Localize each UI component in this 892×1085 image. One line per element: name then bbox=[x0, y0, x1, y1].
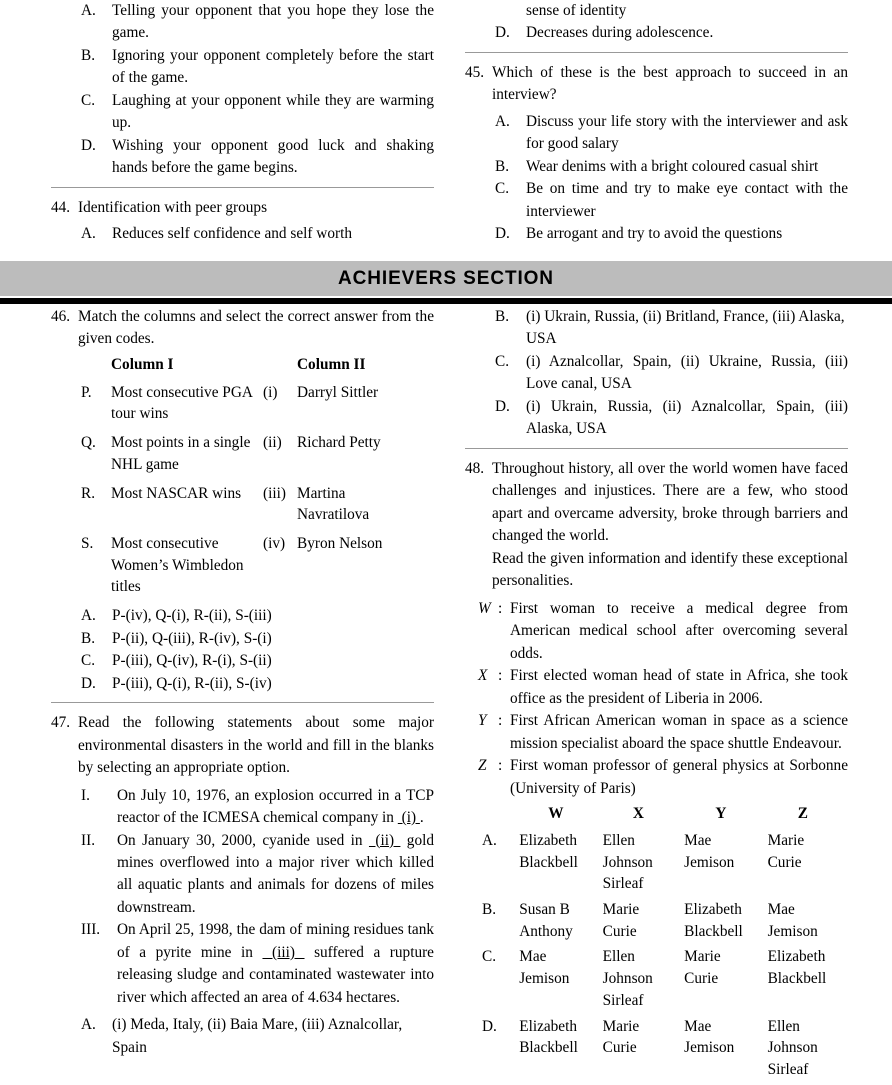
cell-line: Ellen bbox=[602, 831, 635, 849]
question-number: 47. bbox=[51, 714, 71, 732]
option-row[interactable] bbox=[81, 90, 434, 135]
table-row bbox=[81, 533, 417, 605]
cell-line: Blackbell bbox=[684, 922, 743, 940]
cell-line: Blackbell bbox=[519, 853, 578, 871]
question-text: Identification with peer groups bbox=[78, 198, 268, 216]
question-text: Match the columns and select the correct answer from the given codes. bbox=[78, 308, 434, 348]
cell-line: Mae bbox=[684, 1017, 712, 1035]
option-text: (i) Aznalcollar, Spain, (ii) Ukraine, Russia, (iii) Love canal, USA bbox=[526, 352, 848, 393]
row-key: Q. bbox=[81, 434, 96, 452]
statement-row bbox=[81, 785, 434, 830]
statement-text bbox=[117, 830, 434, 920]
cell-line: Elizabeth bbox=[767, 948, 826, 966]
option-text: Reduces self confidence and self worth bbox=[112, 225, 352, 243]
option-label: A. bbox=[81, 225, 96, 243]
right-column-top bbox=[462, 0, 848, 246]
option-text: Telling your opponent that you hope they lose the game. bbox=[112, 2, 434, 42]
clue-label: Z bbox=[478, 757, 487, 775]
option-label: B. bbox=[482, 901, 497, 919]
question-number: 48. bbox=[465, 459, 485, 477]
statement-pre: On April 25, 1998, the dam of mining residues tank of a pyrite mine in bbox=[117, 921, 434, 961]
clue-text: First woman to receive a medical degree from American medical school after overcoming several odds. bbox=[510, 599, 848, 662]
clue-row-z bbox=[478, 755, 848, 800]
option-label: D. bbox=[482, 1017, 497, 1035]
table-row bbox=[81, 432, 417, 482]
header-x: X bbox=[632, 805, 644, 823]
clue-label: W bbox=[478, 599, 491, 617]
question-46 bbox=[48, 306, 434, 351]
column-i-header: Column I bbox=[111, 355, 174, 373]
row-roman: (ii) bbox=[263, 434, 282, 452]
statement-row bbox=[81, 919, 434, 1009]
cell-line: Jemison bbox=[684, 853, 735, 871]
cell-line: Marie bbox=[767, 831, 805, 849]
option-text: (i) Ukrain, Russia, (ii) Aznalcollar, Spain, (iii) Alaska, USA bbox=[526, 397, 848, 438]
option-label: B. bbox=[81, 46, 96, 64]
option-text: Decreases during adolescence. bbox=[526, 24, 714, 42]
option-text: sense of identity bbox=[526, 2, 627, 19]
option-row[interactable] bbox=[81, 0, 434, 45]
option-label: B. bbox=[81, 629, 96, 647]
row-item: Most points in a single NHL game bbox=[111, 434, 251, 473]
row-item: Most consecutive PGA tour wins bbox=[111, 383, 253, 423]
question-text: Read the following statements about some major environmental disasters in the world and fill in the blanks by selecting an appropriate option. bbox=[78, 714, 434, 777]
clue-text: First elected woman head of state in Africa, she took office as the president of Liberia in 2006. bbox=[510, 667, 848, 707]
statement-text bbox=[117, 785, 434, 830]
question-text: Which of these is the best approach to succeed in an interview? bbox=[492, 63, 848, 104]
cell-line: Johnson bbox=[602, 853, 653, 871]
row-item: Most NASCAR wins bbox=[111, 484, 242, 502]
answer-grid-row[interactable] bbox=[482, 1016, 848, 1085]
cell-y bbox=[684, 899, 767, 946]
option-label: D. bbox=[81, 136, 96, 154]
blank-ii: (ii) bbox=[368, 831, 401, 849]
option-row[interactable] bbox=[81, 45, 434, 90]
clue-row-x bbox=[478, 665, 848, 710]
cell-x bbox=[603, 830, 684, 899]
row-roman: (iv) bbox=[263, 535, 286, 552]
cell-line: Mae bbox=[767, 901, 795, 919]
cell-y bbox=[684, 830, 767, 899]
match-columns-table bbox=[81, 354, 417, 605]
cell-line: Mae bbox=[519, 948, 547, 966]
header-y: Y bbox=[715, 805, 727, 823]
row-match: Darryl Sittler bbox=[297, 383, 379, 401]
cell-line: Elizabeth bbox=[519, 831, 577, 849]
option-text: P-(iv), Q-(i), R-(ii), S-(iii) bbox=[112, 607, 272, 625]
option-text: P-(iii), Q-(i), R-(ii), S-(iv) bbox=[112, 674, 272, 692]
cell-line: Sirleaf bbox=[602, 991, 644, 1009]
header-blank-2 bbox=[263, 354, 297, 382]
clue-row-y bbox=[478, 710, 848, 755]
cell-line: Anthony bbox=[519, 922, 573, 940]
option-text: Laughing at your opponent while they are warming up. bbox=[112, 91, 434, 132]
cell-y bbox=[684, 1016, 767, 1085]
cell-z bbox=[768, 946, 848, 1015]
option-text: P-(ii), Q-(iii), R-(iv), S-(i) bbox=[112, 629, 272, 647]
question-subtext: Read the given information and identify these exceptional personalities. bbox=[492, 549, 848, 590]
row-match: Byron Nelson bbox=[297, 535, 383, 552]
option-text: P-(iii), Q-(iv), R-(i), S-(ii) bbox=[112, 652, 272, 670]
cell-line: Curie bbox=[602, 1039, 637, 1057]
option-label: C. bbox=[81, 652, 96, 670]
option-label: C. bbox=[495, 352, 510, 370]
option-label: D. bbox=[495, 225, 510, 243]
option-label: D. bbox=[495, 397, 510, 415]
header-z: Z bbox=[797, 805, 808, 823]
option-row[interactable] bbox=[495, 22, 848, 44]
cell-line: Jemison bbox=[684, 1039, 735, 1057]
cell-x bbox=[603, 1016, 684, 1085]
question-47 bbox=[48, 712, 434, 779]
statement-post: . bbox=[419, 809, 424, 827]
cell-line: Curie bbox=[602, 922, 637, 940]
row-roman: (i) bbox=[263, 383, 278, 401]
option-label: D. bbox=[81, 674, 96, 692]
question-divider bbox=[51, 702, 434, 703]
cell-line: Curie bbox=[767, 853, 802, 871]
option-row[interactable] bbox=[495, 178, 848, 223]
option-row[interactable] bbox=[81, 223, 434, 245]
row-key: S. bbox=[81, 535, 94, 552]
option-text: Wear denims with a bright coloured casual shirt bbox=[526, 157, 819, 175]
option-row[interactable] bbox=[81, 650, 434, 672]
left-column-bottom bbox=[48, 306, 434, 1059]
answer-grid-row[interactable] bbox=[482, 899, 848, 946]
option-row[interactable] bbox=[495, 396, 848, 441]
answer-grid-row[interactable] bbox=[482, 946, 848, 1015]
cell-line: Marie bbox=[602, 1017, 640, 1035]
statement-pre: On January 30, 2000, cyanide used in bbox=[117, 831, 369, 849]
achievers-section-banner bbox=[0, 261, 892, 304]
row-roman: (iii) bbox=[263, 484, 286, 502]
clue-colon: : bbox=[498, 712, 503, 730]
cell-line: Blackbell bbox=[767, 970, 827, 988]
question-text: Throughout history, all over the world women have faced challenges and injustices. There are a few, who stood apart and overcame adversity, broke through barriers and changed the world. bbox=[492, 459, 848, 545]
option-row[interactable] bbox=[495, 156, 848, 178]
section-title: ACHIEVERS SECTION bbox=[0, 261, 892, 296]
cell-w bbox=[519, 830, 602, 899]
option-label: A. bbox=[81, 607, 96, 625]
clue-colon: : bbox=[498, 667, 503, 685]
option-text: Be arrogant and try to avoid the questions bbox=[526, 225, 783, 243]
cell-line: Ellen bbox=[602, 948, 635, 966]
option-text: (i) Ukrain, Russia, (ii) Britland, France, (iii) Alaska, USA bbox=[526, 308, 845, 348]
clue-text: First African American woman in space as a science mission specialist aboard the space shuttle Endeavour. bbox=[510, 712, 848, 752]
option-label: D. bbox=[495, 24, 510, 42]
clue-label: Y bbox=[478, 712, 487, 730]
option-row[interactable] bbox=[81, 1014, 434, 1059]
table-row bbox=[81, 382, 417, 432]
clue-colon: : bbox=[498, 757, 503, 775]
question-number: 45. bbox=[465, 63, 485, 81]
statement-text bbox=[117, 919, 434, 1009]
header-blank bbox=[482, 803, 519, 830]
header-w: W bbox=[548, 805, 564, 823]
option-row[interactable] bbox=[495, 306, 848, 351]
option-row[interactable] bbox=[81, 135, 434, 180]
section-rule bbox=[0, 298, 892, 304]
option-label: A. bbox=[81, 2, 96, 19]
question-divider bbox=[51, 187, 434, 188]
cell-w bbox=[519, 946, 602, 1015]
answer-grid-header-row bbox=[482, 803, 848, 830]
right-column-bottom bbox=[462, 306, 848, 1085]
statement-label: I. bbox=[81, 786, 90, 804]
option-label: C. bbox=[495, 180, 510, 198]
option-text: Discuss your life story with the interviewer and ask for good salary bbox=[526, 112, 848, 153]
option-text: Ignoring your opponent completely before the start of the game. bbox=[112, 46, 434, 87]
cell-line: Susan B bbox=[519, 901, 570, 919]
question-divider bbox=[465, 52, 848, 53]
option-label: A. bbox=[495, 112, 510, 130]
cell-line: Blackbell bbox=[519, 1039, 578, 1057]
option-text: Be on time and try to make eye contact with the interviewer bbox=[526, 180, 848, 220]
row-key: P. bbox=[81, 383, 92, 401]
option-label: C. bbox=[482, 948, 497, 966]
blank-i: (i) bbox=[397, 809, 420, 827]
cell-line: Ellen bbox=[767, 1017, 800, 1035]
cell-z bbox=[768, 899, 848, 946]
cell-line: Mae bbox=[684, 831, 712, 849]
option-text: Wishing your opponent good luck and shaking hands before the game begins. bbox=[112, 136, 434, 177]
cell-line: Marie bbox=[602, 901, 640, 919]
option-label: A. bbox=[482, 831, 497, 849]
cell-line: Jemison bbox=[767, 922, 818, 940]
option-row[interactable] bbox=[81, 605, 434, 627]
row-match: Richard Petty bbox=[297, 434, 381, 452]
question-45 bbox=[462, 62, 848, 107]
cell-y bbox=[684, 946, 767, 1015]
cell-line: Sirleaf bbox=[767, 1061, 809, 1079]
cell-line: Sirleaf bbox=[602, 875, 644, 893]
cell-line: Marie bbox=[684, 948, 721, 966]
option-label: C. bbox=[81, 91, 96, 109]
clue-label: X bbox=[478, 667, 488, 685]
cell-line: Curie bbox=[684, 970, 719, 988]
statement-post: suffered a rupture releasing sludge and contaminated wastewater into river which affected an area of 4.634 hectares. bbox=[117, 943, 434, 1006]
clue-row-w bbox=[478, 598, 848, 665]
row-match: Martina Navratilova bbox=[297, 484, 370, 524]
option-label: B. bbox=[495, 157, 510, 175]
cell-line: Elizabeth bbox=[519, 1017, 577, 1035]
statement-label: III. bbox=[81, 921, 101, 939]
cell-x bbox=[603, 899, 684, 946]
table-row bbox=[81, 483, 417, 533]
answer-grid-row[interactable] bbox=[482, 830, 848, 899]
question-48-subtext bbox=[492, 548, 848, 593]
option-row-continued bbox=[495, 0, 848, 22]
option-row[interactable] bbox=[495, 351, 848, 396]
statement-pre: On July 10, 1976, an explosion occurred in a TCP reactor of the ICMESA chemical company in bbox=[117, 786, 434, 827]
left-column-top bbox=[48, 0, 434, 246]
statement-row bbox=[81, 830, 434, 920]
option-row[interactable] bbox=[81, 673, 434, 695]
question-48 bbox=[462, 458, 848, 548]
statement-label: II. bbox=[81, 831, 96, 849]
row-item: Most consecutive Women’s Wimbledon titles bbox=[111, 535, 244, 596]
table-header-row bbox=[81, 354, 417, 382]
option-row[interactable] bbox=[495, 223, 848, 245]
statement-post: gold mines overflowed into a major river which killed all aquatic plants and animals for dozens of miles downstream. bbox=[117, 831, 434, 916]
cell-w bbox=[519, 1016, 602, 1085]
cell-z bbox=[768, 1016, 848, 1085]
clue-colon: : bbox=[498, 599, 503, 617]
header-blank bbox=[81, 354, 111, 382]
row-key: R. bbox=[81, 484, 96, 502]
option-row[interactable] bbox=[81, 628, 434, 650]
question-number: 44. bbox=[51, 198, 71, 216]
option-label: B. bbox=[495, 308, 510, 325]
cell-line: Jemison bbox=[519, 970, 570, 988]
cell-line: Elizabeth bbox=[684, 901, 742, 919]
cell-w bbox=[519, 899, 602, 946]
cell-z bbox=[768, 830, 848, 899]
clue-text: First woman professor of general physics at Sorbonne (University of Paris) bbox=[510, 757, 848, 797]
question-number: 46. bbox=[51, 308, 71, 325]
option-text: (i) Meda, Italy, (ii) Baia Mare, (iii) Aznalcollar, Spain bbox=[112, 1016, 403, 1056]
cell-x bbox=[603, 946, 684, 1015]
column-ii-header: Column II bbox=[297, 355, 366, 373]
question-44 bbox=[48, 197, 434, 219]
blank-iii: (iii) bbox=[262, 943, 305, 961]
cell-line: Johnson bbox=[602, 970, 653, 988]
option-row[interactable] bbox=[495, 111, 848, 156]
option-label: A. bbox=[81, 1016, 96, 1034]
question-divider bbox=[465, 448, 848, 449]
cell-line: Johnson bbox=[767, 1039, 818, 1057]
answer-options-grid bbox=[482, 803, 848, 1085]
